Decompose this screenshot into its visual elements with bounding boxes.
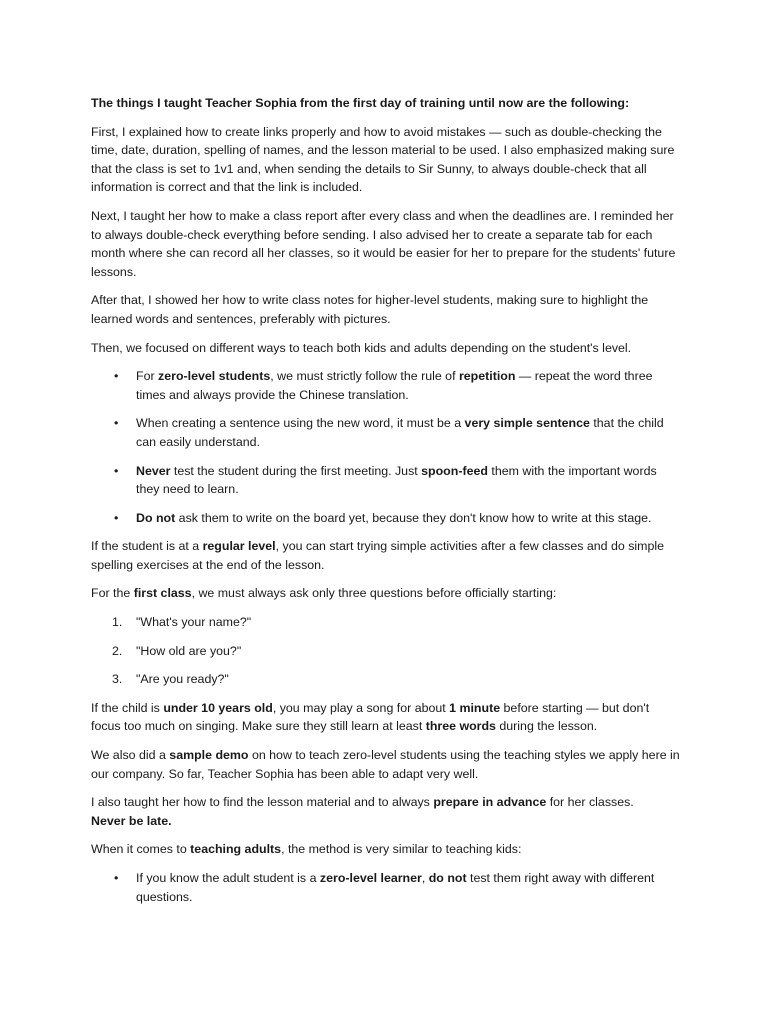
bullet-marker: • (114, 871, 119, 885)
text-run: If you know the adult student is a (136, 871, 320, 885)
list-number: 1. (112, 615, 123, 630)
text-run: test them right away with different questions. (136, 871, 655, 904)
text-run: , we must strictly follow the rule of (270, 369, 459, 384)
text-run: When it comes to (91, 842, 191, 857)
paragraph-teaching-adults (91, 840, 681, 859)
text-run: for her classes. (546, 795, 634, 810)
bold-text: spoon-feed (421, 463, 488, 478)
text-run: , we must always ask only three questions before officially starting: (191, 586, 557, 601)
text-run: them with the important words they need to learn. (136, 463, 657, 497)
adults-bullet-list (91, 869, 681, 906)
text-run: If the child is (91, 700, 164, 715)
bold-text: first class (133, 586, 192, 601)
bold-text: do not (428, 871, 467, 885)
list-item (91, 414, 681, 451)
text-run: If the student is at a (91, 539, 203, 554)
text-run: test the student during the first meeting. Just (170, 463, 422, 478)
question-text: "Are you ready?" (136, 672, 229, 687)
bold-text: very simple sentence (464, 416, 590, 431)
bold-text: Never be late. (91, 813, 172, 828)
text-run: on how to teach zero-level students using the teaching styles we apply here in our company. So far, Teacher Sophia has been able to adapt very well. (91, 748, 680, 781)
bullet-marker: • (114, 416, 119, 431)
list-number: 2. (112, 643, 123, 658)
paragraph-lesson-material (91, 793, 681, 830)
question-text: "How old are you?" (136, 643, 242, 658)
bullet-marker: • (114, 369, 119, 384)
text-run: — repeat the word three times and always provide the Chinese translation. (136, 369, 653, 402)
list-item (91, 613, 681, 632)
text-run: For the (91, 586, 134, 601)
text-run: I also taught her how to find the lesson material and to always (91, 795, 434, 810)
text-run: ask them to write on the board yet, because they don't know how to write at this stage. (175, 510, 652, 525)
bold-text: Never (136, 463, 171, 478)
bold-text: 1 minute (449, 700, 501, 715)
list-item (91, 670, 681, 689)
bold-text: repetition (458, 369, 516, 384)
bold-text: teaching adults (190, 842, 282, 857)
document-page (91, 94, 681, 916)
paragraph-class-report: Next, I taught her how to make a class report after every class and when the deadlines are. I reminded her to always double-check everything before sending. I also advised her to create a separate tab for each month where she can record all her classes, so it would be easier for her to prepare for the students' future lessons. (91, 208, 676, 279)
text-run: When creating a sentence using the new word, it must be a (136, 416, 465, 431)
list-item (91, 367, 681, 404)
paragraph-links: First, I explained how to create links properly and how to avoid mistakes — such as double-checking the time, date, duration, spelling of names, and the lesson material to be used. I also emphasized making sure that the class is set to 1v1 and, when sending the details to Sir Sunny, to always double-check that all information is correct and that the link is included. (91, 124, 675, 195)
bold-text: under 10 years old (163, 700, 273, 715)
bold-text: sample demo (169, 748, 249, 763)
list-number: 3. (112, 672, 123, 687)
list-item (91, 869, 681, 906)
questions-list (91, 613, 681, 689)
bold-text: prepare in advance (433, 795, 547, 810)
question-text: "What's your name?" (136, 615, 252, 630)
kids-bullet-list (91, 367, 681, 527)
paragraph-teaching-ways: Then, we focused on different ways to teach both kids and adults depending on the student's level. (91, 340, 632, 355)
text-run: , (421, 871, 429, 885)
list-item (91, 509, 681, 528)
text-run: , you may play a song for about (272, 700, 450, 715)
list-item (91, 462, 681, 499)
paragraph-under-ten (91, 699, 681, 736)
paragraph-class-notes: After that, I showed her how to write class notes for higher-level students, making sure to highlight the learned words and sentences, preferably with pictures. (91, 293, 649, 326)
paragraph-regular-level (91, 537, 681, 574)
bold-text: Do not (136, 510, 176, 525)
text-run: , the method is very similar to teaching kids: (281, 842, 522, 857)
document-heading: The things I taught Teacher Sophia from the first day of training until now are the following: (91, 96, 630, 110)
bold-text: zero-level students (158, 369, 271, 384)
list-item (91, 642, 681, 661)
text-run: before starting — but don't focus too much on singing. Make sure they still learn at least (91, 700, 650, 734)
text-run: during the lesson. (495, 719, 598, 734)
bullet-marker: • (114, 463, 119, 478)
bullet-marker: • (114, 510, 119, 525)
paragraph-sample-demo (91, 746, 681, 783)
text-run: We also did a (91, 748, 170, 763)
paragraph-first-class (91, 584, 681, 603)
bold-text: zero-level learner (319, 871, 422, 885)
bold-text: regular level (202, 539, 276, 554)
text-run: that the child can easily understand. (136, 416, 664, 449)
bold-text: three words (425, 719, 496, 734)
text-run: , you can start trying simple activities after a few classes and do simple spelling exercises at the end of the lesson. (91, 539, 665, 572)
text-run: For (136, 369, 159, 384)
